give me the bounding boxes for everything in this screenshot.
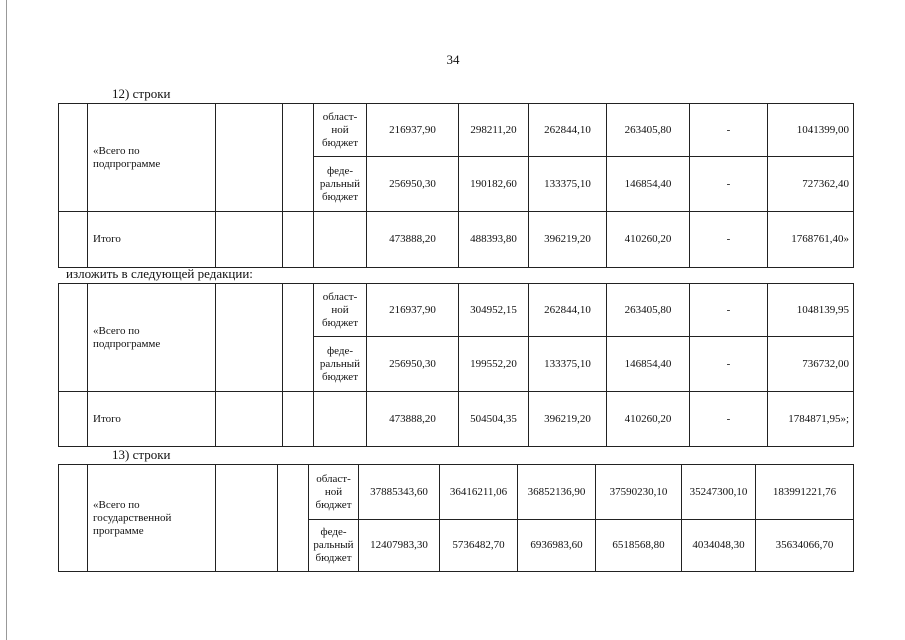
table-cell: 298211,20 (459, 104, 529, 157)
table-cell: - (690, 157, 768, 212)
row-name: «Всего по подпрограмме (88, 104, 216, 212)
table-cell: 1768761,40» (768, 212, 854, 268)
table-cell: 1048139,95 (768, 284, 854, 337)
page-number: 34 (446, 52, 460, 67)
table-cell: 12407983,30 (359, 520, 440, 572)
table-cell: 263405,80 (607, 284, 690, 337)
table-cell: - (690, 212, 768, 268)
source-regional: област- ной бюджет (314, 284, 367, 337)
row-name-total: Итого (88, 212, 216, 268)
table-old (58, 103, 854, 268)
row-name: «Всего по государственной программе (88, 465, 216, 572)
table-cell: 216937,90 (367, 284, 459, 337)
table-cell: 199552,20 (459, 337, 529, 392)
table-cell: 410260,20 (607, 392, 690, 447)
table-cell: 256950,30 (367, 337, 459, 392)
source-federal: феде- ральный бюджет (314, 157, 367, 212)
table-cell: 1041399,00 (768, 104, 854, 157)
table-cell: 183991221,76 (756, 465, 854, 520)
table-cell: 6518568,80 (596, 520, 682, 572)
table-cell: 6936983,60 (518, 520, 596, 572)
table-cell: 36416211,06 (440, 465, 518, 520)
table-cell: 504504,35 (459, 392, 529, 447)
section-12-label: 12) строки (112, 86, 171, 101)
table-cell: 37590230,10 (596, 465, 682, 520)
source-regional: област- ной бюджет (314, 104, 367, 157)
table-new (58, 283, 854, 447)
section-13-label: 13) строки (112, 447, 171, 462)
table-cell: 146854,40 (607, 337, 690, 392)
table-cell: 736732,00 (768, 337, 854, 392)
table-cell: 133375,10 (529, 157, 607, 212)
table-cell: 216937,90 (367, 104, 459, 157)
table-cell: - (690, 337, 768, 392)
table-row (59, 104, 854, 157)
table-cell: - (690, 104, 768, 157)
source-federal: феде- ральный бюджет (309, 520, 359, 572)
table-row (59, 392, 854, 447)
table-cell: - (690, 284, 768, 337)
table-cell: 1784871,95»; (768, 392, 854, 447)
page-edge-line (6, 0, 7, 640)
table-cell: 396219,20 (529, 392, 607, 447)
row-name-total: Итого (88, 392, 216, 447)
table-cell: 5736482,70 (440, 520, 518, 572)
table-cell: 410260,20 (607, 212, 690, 268)
table-cell: 304952,15 (459, 284, 529, 337)
table-cell: 36852136,90 (518, 465, 596, 520)
table-cell: 256950,30 (367, 157, 459, 212)
table-cell: 133375,10 (529, 337, 607, 392)
table-13 (58, 464, 854, 572)
source-regional: област- ной бюджет (309, 465, 359, 520)
table-cell: 262844,10 (529, 284, 607, 337)
table-cell: 396219,20 (529, 212, 607, 268)
table-cell: 4034048,30 (682, 520, 756, 572)
table-cell: 37885343,60 (359, 465, 440, 520)
table-cell: 35247300,10 (682, 465, 756, 520)
replace-label: изложить в следующей редакции: (66, 266, 253, 281)
table-cell: 262844,10 (529, 104, 607, 157)
table-cell: 35634066,70 (756, 520, 854, 572)
table-cell: 190182,60 (459, 157, 529, 212)
table-cell: 488393,80 (459, 212, 529, 268)
table-cell: 146854,40 (607, 157, 690, 212)
source-federal: феде- ральный бюджет (314, 337, 367, 392)
table-cell: 263405,80 (607, 104, 690, 157)
table-row (59, 212, 854, 268)
table-row (59, 284, 854, 337)
table-row (59, 465, 854, 520)
table-cell: 473888,20 (367, 392, 459, 447)
row-name: «Всего по подпрограмме (88, 284, 216, 392)
table-cell: 473888,20 (367, 212, 459, 268)
table-cell: - (690, 392, 768, 447)
table-cell: 727362,40 (768, 157, 854, 212)
